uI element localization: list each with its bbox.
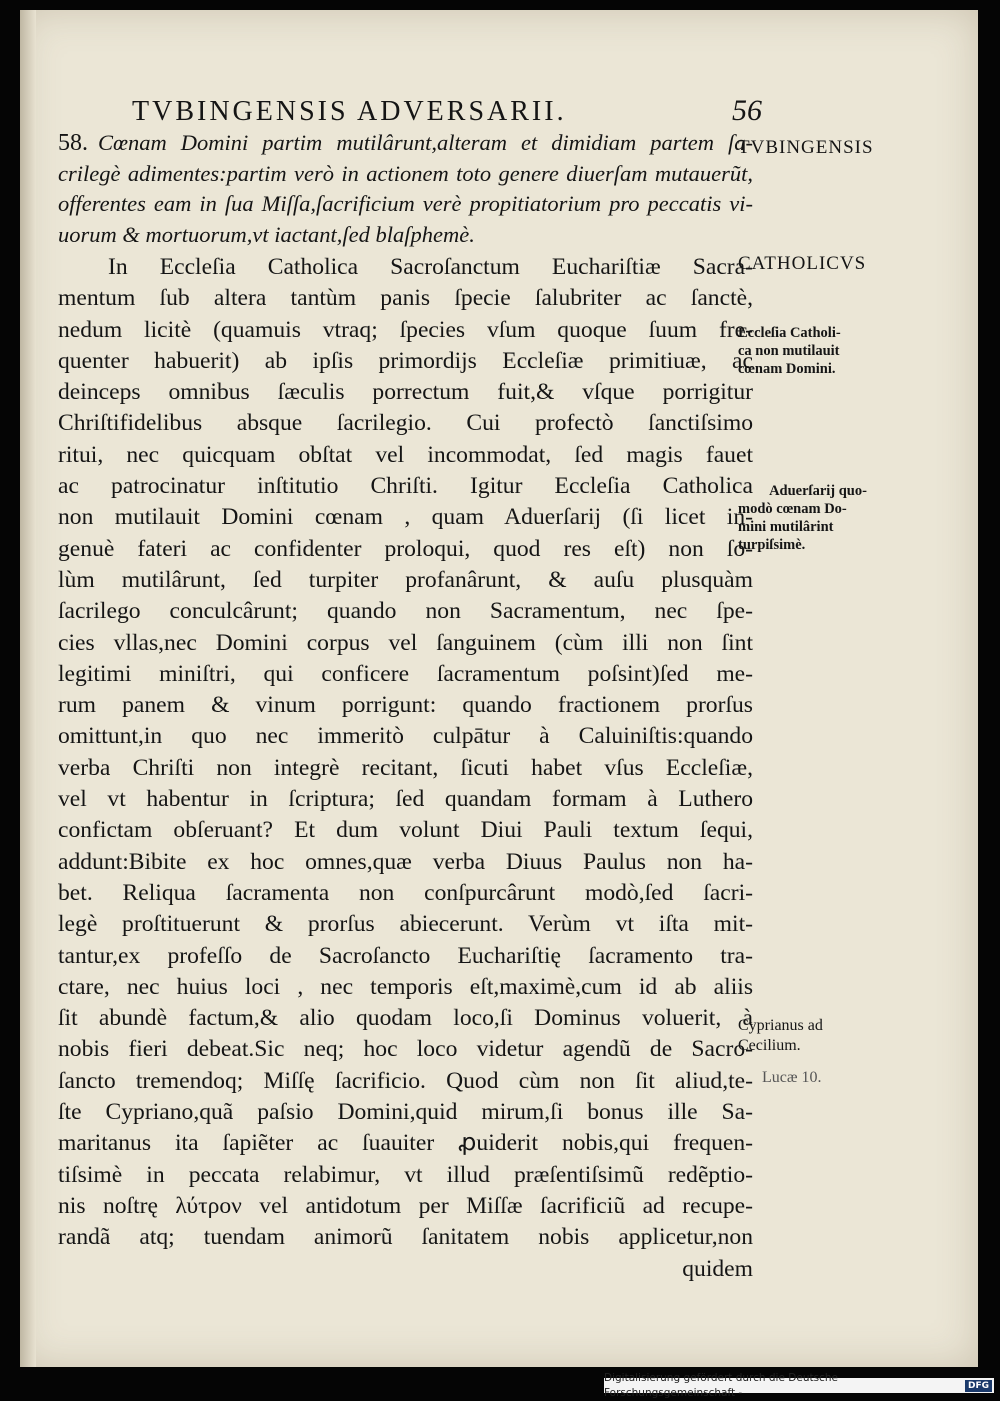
body-line: verba Chriſti non integrè recitant, ſicuti habet vſus Eccleſiæ, [58,754,753,781]
body-line: randã atq; tuendam animorũ ſanitatem nobis applicetur,non [58,1224,753,1251]
body-line: ſit abundè factum,& alio quodam loco,ſi Dominus voluerit, à [58,1005,753,1032]
body-line: maritanus ita ſapiẽter ac ſuauiter ꝓuiderit nobis,qui frequen- [58,1130,753,1157]
margin-note-cyprianus: Cyprianus ad Cecilium. [738,1017,823,1054]
body-line: tiſsimè in peccata relabimur, vt illud præſentiſsimũ redẽptio- [58,1161,753,1188]
italic-line: uorum & mortuorum,vt iactant,ſed blaſphemè. [58,221,475,247]
italic-line: crilegè adimentes:partim verò in actionem toto genere diuerſam mutauerũt, [58,160,753,186]
body-line: nis noſtrę λύτρον vel antidotum per Miſſæ ſacrificiũ ad recupe- [58,1192,753,1219]
body-line: ſte Cypriano,quã paſsio Domini,quid mirum,ſi bonus ille Sa- [58,1099,753,1126]
body-line: vel vt habentur in ſcriptura; ſed quandam formam à Luthero [58,786,753,813]
running-head [132,94,762,128]
article-statement [58,128,753,250]
italic-line: offerentes eam in ſua Miſſa,ſacrificium verè propitiatorium pro peccatis vi- [58,191,753,216]
body-line: In Eccleſia Catholica Sacroſanctum Euchariſtiæ Sacra- [108,254,753,280]
margin-note-lucae: Lucæ 10. [762,1069,822,1086]
catchword: quidem [682,1255,753,1282]
article-number: 58. [58,130,88,156]
dfg-logo-icon: DFG [965,1380,992,1392]
margin-head-tubingensis: TVBINGENSIS [738,137,874,158]
body-line: ſacrilego conculcârunt; quando non Sacramentum, nec ſpe- [58,598,753,625]
running-head-title: TVBINGENSIS ADVERSARII. [132,96,567,127]
body-line: quenter habuerit) ab ipſis primordijs Eccleſiæ primitiuæ, ac [58,347,753,374]
body-line: omittunt,in quo nec immeritò culpātur à Caluiniſtis:quando [58,723,753,750]
body-line: nobis fieri debeat.Sic neq; hoc loco videtur agendũ de Sacro- [58,1036,753,1063]
body-line: mentum ſub altera tantùm panis ſpecie ſalubriter ac ſanctè, [58,285,753,312]
body-line: rum panem & vinum porrigunt: quando fractionem prorſus [58,692,753,719]
body-line: cies vllas,nec Domini corpus vel ſanguinem (cùm illi non ſint [58,629,753,656]
footer-text: Digitalisierung gefördert durch die Deutsche Forschungsgemeinschaft - [604,1371,838,1399]
body-line: nedum licitè (quamuis vtraq; ſpecies vſum quoque ſuum fre- [58,316,753,343]
body-line: legitimi miniſtri, qui conficere ſacramentum poſsint)ſed me- [58,660,753,687]
margin-note-ecclesia: Eccleſia Catholi- ca non mutilauit cœnam Domini. [738,325,841,377]
body-line: Chriſtifidelibus absque ſacrilegio. Cui profectò ſanctiſsimo [58,410,753,437]
body-line: ac patrocinatur inſtitutio Chriſti. Igitur Eccleſia Catholica [58,473,753,500]
body-line: lùm mutilârunt, ſed turpiter profanârunt, & auſu plusquàm [58,566,753,593]
margin-note-aduersarij: Aduerſarij quo- modò cœnam Do- mini mutilârint turpiſsimè. [738,483,867,553]
digitization-footer [604,1371,994,1399]
body-line: deinceps omnibus ſæculis porrectum fuit,& vſque porrigitur [58,379,753,406]
body-line: confictam obſeruant? Et dum volunt Diui Pauli textum ſequi, [58,817,753,844]
body-line: ritui, nec quicquam obſtat vel incommodat, ſed magis fauet [58,441,753,468]
page-gutter [20,10,36,1367]
body-line: ctare, nec huius loci , nec temporis eſt,maximè,cum id ab aliis [58,973,753,1000]
main-text-column [58,128,753,1285]
body-line: tantur,ex profeſſo de Sacroſancto Euchariſtię ſacramento tra- [58,942,753,969]
margin-head-catholicus: CATHOLICVS [738,253,867,274]
folio-number: 56 [732,94,762,127]
body-line: bet. Reliqua ſacramenta non conſpurcârunt modò,ſed ſacri- [58,879,753,906]
body-line: addunt:Bibite ex hoc omnes,quæ verba Diuus Paulus non ha- [58,848,753,875]
body-line: legè proſtituerunt & prorſus abiecerunt. Verùm vt iſta mit- [58,911,753,938]
body-line: non mutilauit Domini cœnam , quam Aduerſarij (ſi licet in- [58,504,753,531]
body-line: ſancto tremendoq; Miſſę ſacrificio. Quod cùm non ſit aliud,te- [58,1067,753,1094]
body-paragraph [58,252,753,1285]
italic-line: 58. Cœnam Domini partim mutilârunt,alteram et dimidiam partem ſa- [58,130,753,156]
body-line: genuè fateri ac confidenter proloqui, quod res eſt) non ſo- [58,535,753,562]
